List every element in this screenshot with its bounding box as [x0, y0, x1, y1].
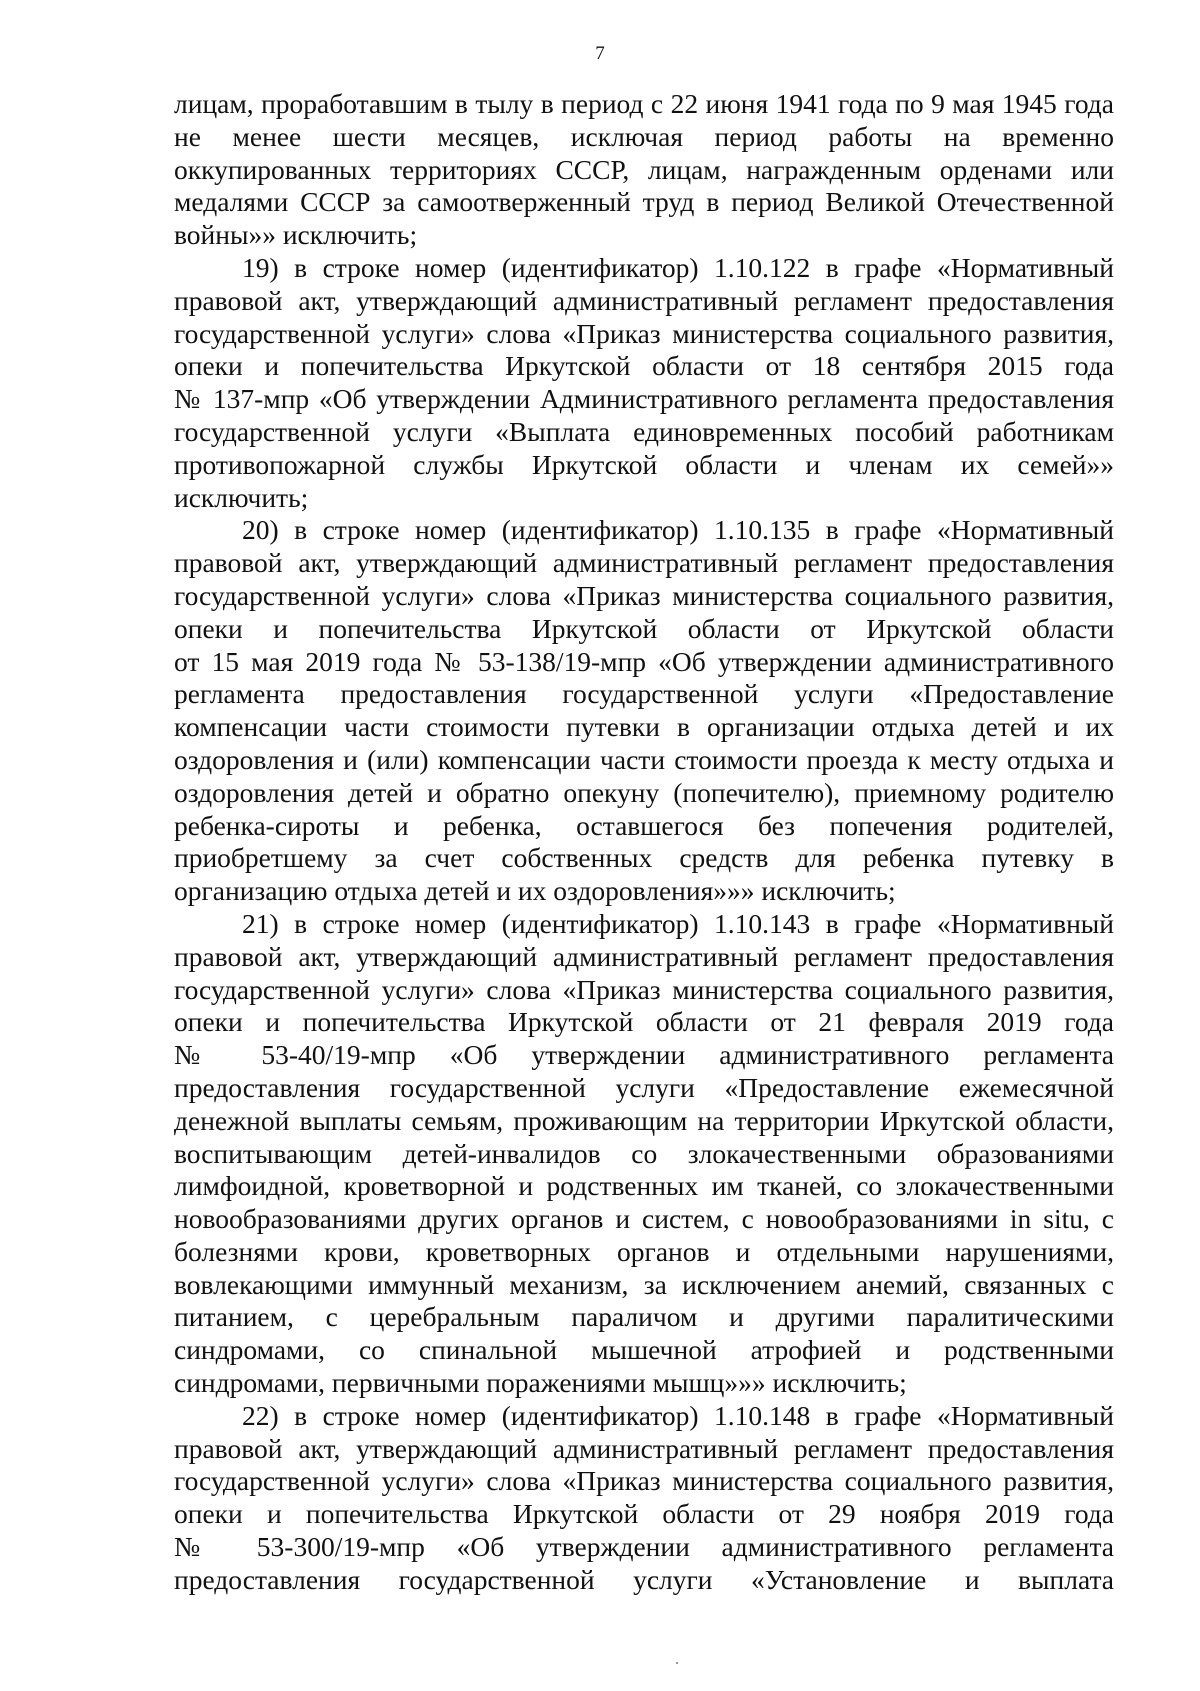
text-line: 21) в строке номер (идентификатор) 1.10.143 в графе «Нормативный — [242, 907, 1114, 939]
text-line: правовой акт, утверждающий административный регламент предоставления — [174, 1432, 1114, 1464]
text-line: 20) в строке номер (идентификатор) 1.10.135 в графе «Нормативный — [242, 514, 1114, 546]
text-line: опеки и попечительства Иркутской области от Иркутской области — [174, 612, 1114, 644]
text-line: приобретшему за счет собственных средств для ребенка путевку в — [174, 842, 1114, 874]
text-line: оздоровления детей и обратно опекуну (попечителю), приемному родителю — [174, 776, 1114, 808]
paragraph-item-20 — [174, 514, 1114, 908]
text-line: государственной услуги» слова «Приказ министерства социального развития, — [174, 1465, 1114, 1497]
text-line: № 53-40/19-мпр «Об утверждении административного регламента — [174, 1039, 1114, 1071]
text-line: правовой акт, утверждающий административный регламент предоставления — [174, 547, 1114, 579]
text-line: правовой акт, утверждающий административный регламент предоставления — [174, 940, 1114, 972]
text-line: синдромами, первичными поражениями мышц»»» исключить; — [174, 1367, 907, 1399]
text-line: оздоровления и (или) компенсации части стоимости проезда к месту отдыха и — [174, 743, 1114, 775]
text-line: вовлекающими иммунный механизм, за исключением анемий, связанных с — [174, 1268, 1114, 1300]
text-line: 19) в строке номер (идентификатор) 1.10.122 в графе «Нормативный — [242, 251, 1114, 283]
text-line: лимфоидной, кроветворной и родственных им тканей, со злокачественными — [174, 1170, 1114, 1202]
text-line: противопожарной службы Иркутской области и членам их семей»» — [174, 448, 1114, 480]
text-line: оккупированных территориях СССР, лицам, награжденным орденами или — [174, 153, 1114, 185]
text-line: войны»» исключить; — [174, 219, 418, 251]
paragraph-item-22 — [174, 1400, 1114, 1597]
text-line: болезнями крови, кроветворных органов и отдельными нарушениями, — [174, 1235, 1114, 1267]
text-line: опеки и попечительства Иркутской области от 21 февраля 2019 года — [174, 1006, 1114, 1038]
text-line: опеки и попечительства Иркутской области от 29 ноября 2019 года — [174, 1498, 1114, 1530]
text-line: государственной услуги» слова «Приказ министерства социального развития, — [174, 317, 1114, 349]
text-line: лицам, проработавшим в тылу в период с 22 июня 1941 года по 9 мая 1945 года — [174, 88, 1114, 119]
text-line: не менее шести месяцев, исключая период работы на временно — [174, 120, 1114, 152]
text-line: организацию отдыха детей и их оздоровления»»» исключить; — [174, 875, 896, 907]
text-line: исключить; — [174, 481, 309, 513]
text-line: регламента предоставления государственной услуги «Предоставление — [174, 678, 1114, 710]
text-line: новообразованиями других органов и систем, с новообразованиями in situ, с — [174, 1203, 1114, 1235]
paragraph-continuation — [174, 88, 1114, 252]
text-line: государственной услуги» слова «Приказ министерства социального развития, — [174, 579, 1114, 611]
text-line: № 137-мпр «Об утверждении Административного регламента предоставления — [174, 383, 1114, 415]
document-body — [174, 88, 1114, 1597]
text-line: медалями СССР за самоотверженный труд в период Великой Отечественной — [174, 186, 1114, 218]
text-line: государственной услуги «Выплата единовременных пособий работникам — [174, 415, 1114, 447]
text-line: компенсации части стоимости путевки в организации отдыха детей и их — [174, 711, 1114, 743]
paragraph-item-19 — [174, 252, 1114, 514]
text-line: ребенка-сироты и ребенка, оставшегося без попечения родителей, — [174, 809, 1114, 841]
paragraph-item-21 — [174, 908, 1114, 1400]
text-line: № 53-300/19-мпр «Об утверждении административного регламента — [174, 1531, 1114, 1563]
text-line: 22) в строке номер (идентификатор) 1.10.148 в графе «Нормативный — [242, 1399, 1114, 1431]
text-line: государственной услуги» слова «Приказ министерства социального развития, — [174, 973, 1114, 1005]
text-line: предоставления государственной услуги «Установление и выплата — [174, 1563, 1114, 1595]
text-line: правовой акт, утверждающий административный регламент предоставления — [174, 284, 1114, 316]
text-line: воспитывающим детей-инвалидов со злокачественными образованиями — [174, 1137, 1114, 1169]
scan-speck — [676, 1662, 678, 1664]
text-line: от 15 мая 2019 года № 53-138/19-мпр «Об утверждении административного — [174, 645, 1114, 677]
text-line: денежной выплаты семьям, проживающим на территории Иркутской области, — [174, 1104, 1114, 1136]
text-line: предоставления государственной услуги «Предоставление ежемесячной — [174, 1071, 1114, 1103]
text-line: синдромами, со спинальной мышечной атрофией и родственными — [174, 1334, 1114, 1366]
text-line: опеки и попечительства Иркутской области от 18 сентября 2015 года — [174, 350, 1114, 382]
page-number: 7 — [595, 43, 605, 64]
text-line: питанием, с церебральным параличом и другими паралитическими — [174, 1301, 1114, 1333]
